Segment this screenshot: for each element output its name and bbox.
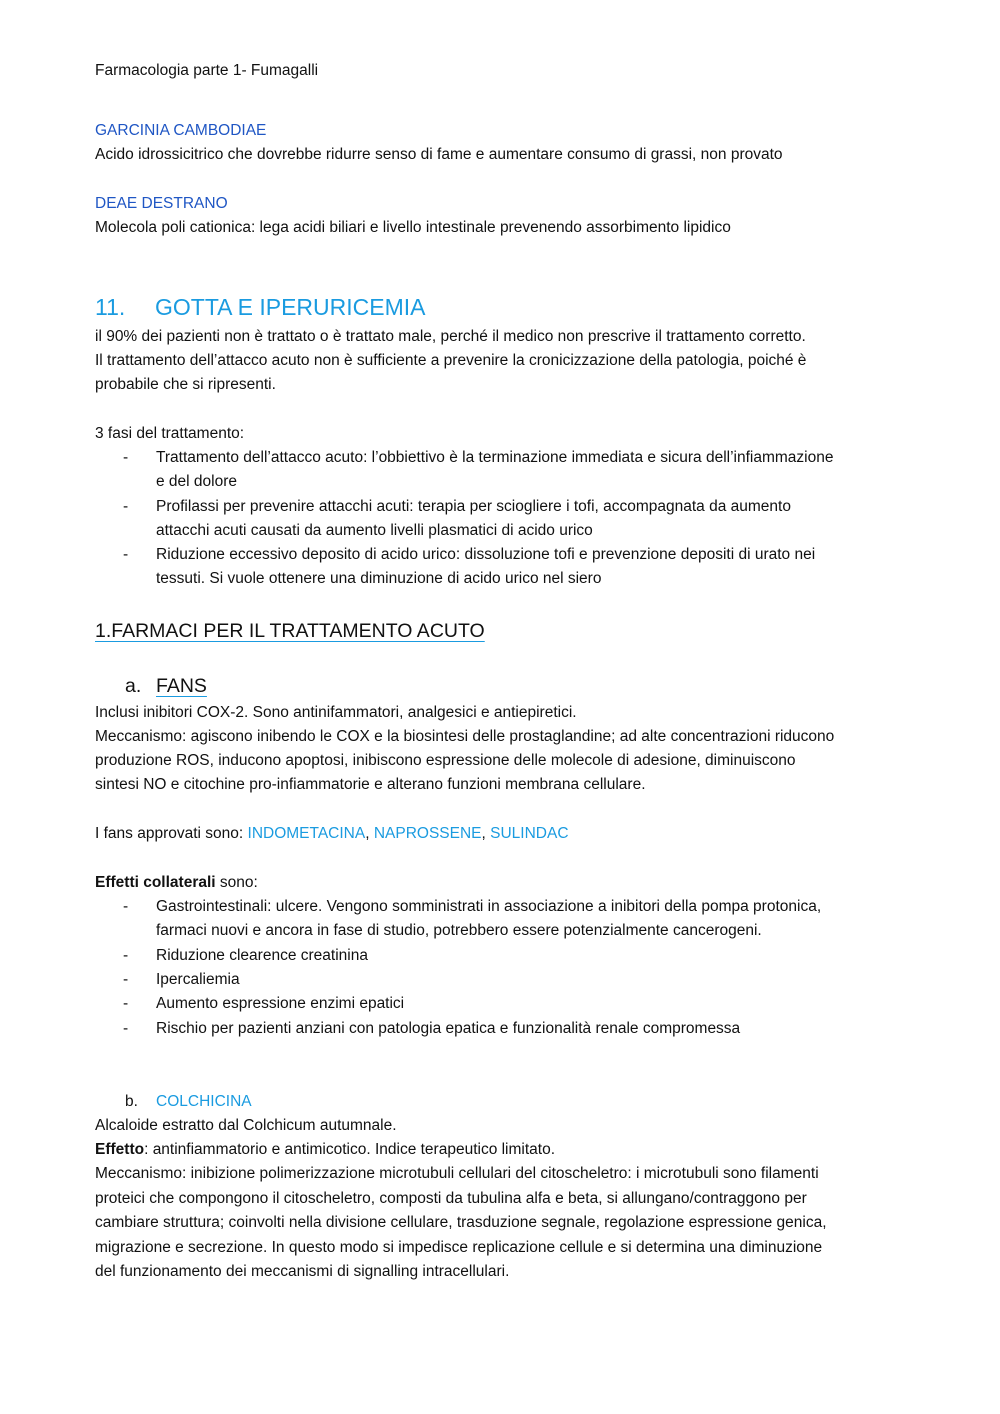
page-header: Farmacologia parte 1- Fumagalli [95,62,319,79]
bullet-marker: - [123,898,129,915]
colchicina-letter: b. [125,1093,138,1110]
phase-item: Trattamento dell’attacco acuto: l’obbiettivo è la terminazione immediata e sicura dell’infiammazione [156,449,834,466]
deae-heading: DEAE DESTRANO [95,195,228,212]
effect-label: Effetto [95,1141,145,1158]
fans-title: FANS [156,675,207,697]
effect-text: : antinfiammatorio e antimicotico. Indice terapeutico limitato. [144,1141,556,1158]
colchicina-line: proteici che compongono il citoscheletro, composti da tubulina alfa e beta, si allungano/contraggono per [95,1190,807,1207]
drug-naprossene: NAPROSSENE [373,825,482,842]
phase-item: Riduzione eccessivo deposito di acido urico: dissoluzione tofi e prevenzione depositi di urato nei [156,546,816,563]
fans-line: produzione ROS, inducono apoptosi, inibiscono espressione delle molecole di adesione, diminuiscono [95,752,796,769]
colchicina-title: COLCHICINA [156,1093,252,1110]
section-11-line: probabile che si ripresenti. [95,376,276,393]
phases-intro: 3 fasi del trattamento: [95,425,245,442]
side-effect-item: Ipercaliemia [156,971,240,988]
section-11-heading [95,292,426,322]
bullet-marker: - [123,947,129,964]
fans-heading [125,672,207,700]
section-11-line: il 90% dei pazienti non è trattato o è trattato male, perché il medico non prescrive il trattamento corretto. [95,328,806,345]
phase-item-cont: tessuti. Si vuole ottenere una diminuzione di acido urico nel siero [156,570,602,587]
section-title: GOTTA E IPERURICEMIA [155,294,426,320]
phase-item: Profilassi per prevenire attacchi acuti: terapia per sciogliere i tofi, accompagnata da aumento [156,498,791,515]
side-effect-item: Rischio per pazienti anziani con patologia epatica e funzionalità renale compromessa [156,1020,741,1037]
drug-sulindac: SULINDAC [490,825,569,842]
colchicina-line: del funzionamento dei meccanismi di signalling intracellulari. [95,1263,510,1280]
fans-letter: a. [125,675,142,697]
colchicina-line: Meccanismo: inibizione polimerizzazione microtubuli cellulari del citoscheletro: i microtubuli sono filamenti [95,1165,819,1182]
colchicina-line: migrazione e secrezione. In questo modo si impedisce replicazione cellule e si determina una diminuzione [95,1239,823,1256]
deae-text: Molecola poli cationica: lega acidi biliari e livello intestinale prevenendo assorbimento lipidico [95,219,731,236]
side-effects-intro [95,871,258,895]
colchicina-line: cambiare struttura; coinvolti nella divisione cellulare, trasduzione segnale, regolazione espressione genica, [95,1214,827,1231]
bullet-marker: - [123,449,129,466]
garcinia-heading: GARCINIA CAMBODIAE [95,122,267,139]
approved-prefix: I fans approvati sono: [95,825,248,842]
approved-fans-line [95,822,569,846]
section-number: 11. [95,294,126,320]
side-effects-label: Effetti collaterali [95,874,216,891]
fans-line: Inclusi inibitori COX-2. Sono antinifammatori, analgesici e antiepiretici. [95,704,577,721]
acute-treatment-heading: 1.FARMACI PER IL TRATTAMENTO ACUTO [95,620,485,642]
colchicina-line: Alcaloide estratto dal Colchicum autumnale. [95,1117,397,1134]
side-effect-item: Aumento espressione enzimi epatici [156,995,405,1012]
colchicina-effect [95,1138,555,1162]
side-effect-item-cont: farmaci nuovi e ancora in fase di studio, potrebbero essere potenzialmente cancerogeni. [156,922,762,939]
bullet-marker: - [123,546,129,563]
colchicina-heading [125,1090,252,1114]
bullet-marker: - [123,498,129,515]
bullet-marker: - [123,995,129,1012]
separator: , [481,825,491,842]
side-effect-item: Gastrointestinali: ulcere. Vengono somministrati in associazione a inibitori della pompa protonica, [156,898,822,915]
bullet-marker: - [123,971,129,988]
fans-line: sintesi NO e citochine pro-infiammatorie e alterano funzioni membrana cellulare. [95,776,646,793]
side-effect-item: Riduzione clearence creatinina [156,947,368,964]
drug-indometacina: INDOMETACINA [247,825,366,842]
separator: , [365,825,374,842]
side-effects-suffix: sono: [215,874,258,891]
phase-item-cont: attacchi acuti causati da aumento livelli plasmatici di acido urico [156,522,593,539]
fans-line: Meccanismo: agiscono inibendo le COX e la biosintesi delle prostaglandine; ad alte concentrazioni riducono [95,728,835,745]
phase-item-cont: e del dolore [156,473,238,490]
section-11-line: Il trattamento dell’attacco acuto non è sufficiente a prevenire la cronicizzazione della patologia, poiché è [95,352,807,369]
bullet-marker: - [123,1020,129,1037]
garcinia-text: Acido idrossicitrico che dovrebbe ridurre senso di fame e aumentare consumo di grassi, non provato [95,146,783,163]
